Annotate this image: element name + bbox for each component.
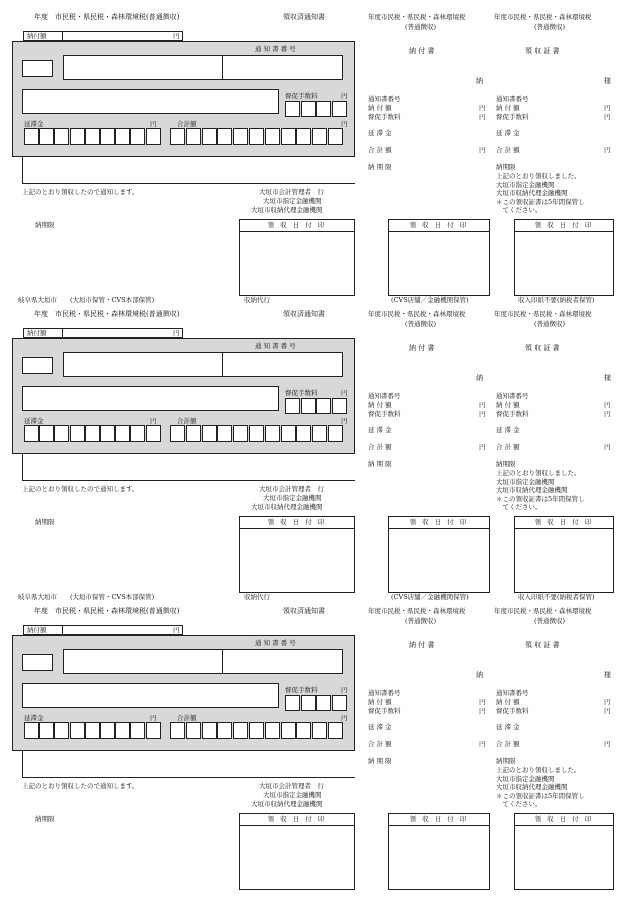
tokusoku-yen: 円 xyxy=(341,686,348,694)
stamp-box xyxy=(239,813,355,890)
digit-cell[interactable] xyxy=(296,425,311,442)
receipt-note: 上記のとおり領収したので通知します。 xyxy=(22,188,139,196)
col3-note: 大垣市収納代理金融機関 xyxy=(496,486,568,494)
total-label: 合計額 xyxy=(177,417,197,425)
digit-cell[interactable] xyxy=(85,128,100,145)
taxpayer-info-field[interactable] xyxy=(22,386,279,411)
stamp-label: 領 収 日 付 印 xyxy=(389,517,489,529)
collection-agent-label: 収納代行 xyxy=(244,296,270,304)
digit-cell[interactable] xyxy=(24,722,39,739)
stamp-label: 領 収 日 付 印 xyxy=(515,220,613,232)
col3-heading: 領 収 証 書 xyxy=(525,47,560,55)
digit-cell[interactable] xyxy=(217,722,232,739)
stamp-label: 領 収 日 付 印 xyxy=(389,220,489,232)
col3-row-label: 延 滞 金 xyxy=(496,723,520,731)
col3-row-label: 納 付 額 xyxy=(496,104,520,112)
col2-heading: 納 付 書 xyxy=(409,641,435,649)
tokusoku-yen: 円 xyxy=(341,389,348,397)
digit-cell[interactable] xyxy=(332,398,347,414)
notice-number-field[interactable] xyxy=(63,352,343,377)
col2-row-label: 合 計 額 xyxy=(368,443,392,451)
col2-subtitle: (普通徴収) xyxy=(405,617,437,625)
entaikin-label: 延滞金 xyxy=(24,714,44,722)
digit-cell[interactable] xyxy=(281,722,296,739)
col2-nou: 納 xyxy=(476,671,483,679)
col3-sama: 様 xyxy=(604,671,611,679)
receipt-note: 上記のとおり領収したので通知します。 xyxy=(22,485,139,493)
digit-cell[interactable] xyxy=(265,722,280,739)
admin-line: 大垣市会計管理者 行 xyxy=(259,782,324,790)
divider xyxy=(222,649,223,674)
admin-line: 大垣市指定金融機関 xyxy=(263,197,322,205)
divider xyxy=(22,480,355,481)
col2-row-label: 督促手数料 xyxy=(368,113,401,121)
entaikin-yen: 円 xyxy=(150,714,157,722)
digit-cell[interactable] xyxy=(296,128,311,145)
digit-cell[interactable] xyxy=(100,722,115,739)
amount-header-box xyxy=(23,31,183,41)
taxpayer-info-field[interactable] xyxy=(22,89,279,114)
total-yen: 円 xyxy=(341,120,348,128)
col3-title: 年度市民税・県民税・森林環境税 xyxy=(494,13,592,21)
divider xyxy=(62,625,63,635)
digit-cell[interactable] xyxy=(24,128,39,145)
admin-line: 大垣市収納代理金融機関 xyxy=(251,206,323,214)
tokusoku-label: 督促手数料 xyxy=(285,92,318,100)
col3-yen: 円 xyxy=(604,410,611,418)
notice-number-field[interactable] xyxy=(63,649,343,674)
digit-cell[interactable] xyxy=(146,425,161,442)
col3-row-label: 通知書番号 xyxy=(496,392,529,400)
col2-row-label: 通知書番号 xyxy=(368,95,401,103)
col3-heading: 領 収 証 書 xyxy=(525,344,560,352)
digit-cell[interactable] xyxy=(146,722,161,739)
digit-cell[interactable] xyxy=(146,128,161,145)
amount-header-box xyxy=(23,328,183,338)
digit-cell[interactable] xyxy=(281,425,296,442)
col3-footer: 収入印紙不要(納税者保管) xyxy=(518,296,595,304)
col3-note: 上記のとおり領収しました。 xyxy=(496,172,581,180)
col2-title: 年度市民税・県民税・森林環境税 xyxy=(368,607,466,615)
slip-title: 年度 市民税・県民税・森林環境税(普通徴収) xyxy=(34,13,180,21)
amount-yen: 円 xyxy=(173,329,180,337)
col2-stamp-box xyxy=(388,219,490,296)
digit-cell[interactable] xyxy=(285,398,300,414)
col2-nou: 納 xyxy=(476,374,483,382)
deadline-label: 納期限 xyxy=(35,518,55,526)
col3-subtitle: (普通徴収) xyxy=(534,617,566,625)
col3-row-label: 合 計 額 xyxy=(496,740,520,748)
col3-row-label: 合 計 額 xyxy=(496,443,520,451)
digit-cell[interactable] xyxy=(186,425,201,442)
divider xyxy=(22,751,23,777)
col3-row-label: 納期限 xyxy=(496,460,516,468)
digit-cell[interactable] xyxy=(170,128,185,145)
digit-cell[interactable] xyxy=(217,425,232,442)
col3-note: てください。 xyxy=(496,800,542,808)
digit-cell[interactable] xyxy=(316,695,331,711)
col2-footer: (CVS店舗／金融機関保管) xyxy=(391,296,469,304)
deadline-label: 納期限 xyxy=(35,815,55,823)
digit-cell[interactable] xyxy=(85,722,100,739)
digit-cell[interactable] xyxy=(233,128,248,145)
digit-cell[interactable] xyxy=(312,722,327,739)
digit-cell[interactable] xyxy=(202,722,217,739)
digit-cell[interactable] xyxy=(85,425,100,442)
col2-row-label: 合 計 額 xyxy=(368,146,392,154)
digit-cell[interactable] xyxy=(296,722,311,739)
col2-row-label: 納 付 額 xyxy=(368,104,392,112)
entaikin-yen: 円 xyxy=(150,417,157,425)
divider xyxy=(222,352,223,377)
slip-title: 年度 市民税・県民税・森林環境税(普通徴収) xyxy=(34,310,180,318)
col3-note: てください。 xyxy=(496,206,542,214)
col3-row-label: 延 滞 金 xyxy=(496,129,520,137)
digit-cell[interactable] xyxy=(285,695,300,711)
digit-cell[interactable] xyxy=(301,398,316,414)
col3-yen: 円 xyxy=(604,740,611,748)
digit-cell[interactable] xyxy=(217,128,232,145)
slip-doc-type: 領収済通知書 xyxy=(283,310,325,318)
digit-cell[interactable] xyxy=(70,425,85,442)
digit-cell[interactable] xyxy=(54,722,69,739)
digit-cell[interactable] xyxy=(39,425,54,442)
col3-note: 大垣市収納代理金融機関 xyxy=(496,189,568,197)
col2-yen: 円 xyxy=(479,698,486,706)
digit-cell[interactable] xyxy=(233,722,248,739)
entaikin-label: 延滞金 xyxy=(24,120,44,128)
col2-row-label: 督促手数料 xyxy=(368,707,401,715)
entaikin-label: 延滞金 xyxy=(24,417,44,425)
stamp-label: 領 収 日 付 印 xyxy=(389,814,489,826)
collection-agent-label: 収納代行 xyxy=(244,593,270,601)
col3-row-label: 納期限 xyxy=(496,163,516,171)
col3-row-label: 督促手数料 xyxy=(496,113,529,121)
notice-number-field[interactable] xyxy=(63,55,343,80)
col2-row-label: 合 計 額 xyxy=(368,740,392,748)
digit-cell[interactable] xyxy=(130,425,145,442)
digit-cell[interactable] xyxy=(54,128,69,145)
col2-row-label: 延 滞 金 xyxy=(368,426,392,434)
col2-title: 年度市民税・県民税・森林環境税 xyxy=(368,13,466,21)
digit-cell[interactable] xyxy=(249,722,264,739)
slip-doc-type: 領収済通知書 xyxy=(283,607,325,615)
digit-cell[interactable] xyxy=(54,425,69,442)
col3-sama: 様 xyxy=(604,374,611,382)
col3-footer: 収入印紙不要(納税者保管) xyxy=(518,593,595,601)
digit-cell[interactable] xyxy=(312,425,327,442)
notice-number-label: 通 知 書 番 号 xyxy=(255,45,296,53)
storage-note: 岐阜県大垣市 (大垣市保管・CVS本部保管) xyxy=(18,593,155,601)
divider xyxy=(22,183,355,184)
digit-cell[interactable] xyxy=(316,101,331,117)
digit-cell[interactable] xyxy=(170,722,185,739)
digit-cell[interactable] xyxy=(24,425,39,442)
col2-yen: 円 xyxy=(479,740,486,748)
digit-cell[interactable] xyxy=(332,101,347,117)
stamp-label: 領 収 日 付 印 xyxy=(240,814,354,826)
digit-cell[interactable] xyxy=(130,128,145,145)
col2-yen: 円 xyxy=(479,401,486,409)
digit-cell[interactable] xyxy=(316,398,331,414)
digit-cell[interactable] xyxy=(332,695,347,711)
admin-line: 大垣市収納代理金融機関 xyxy=(251,800,323,808)
digit-cell[interactable] xyxy=(301,695,316,711)
col2-heading: 納 付 書 xyxy=(409,47,435,55)
storage-note: 岐阜県大垣市 (大垣市保管・CVS本部保管) xyxy=(18,296,155,304)
col3-row-label: 合 計 額 xyxy=(496,146,520,154)
small-code-field[interactable] xyxy=(22,654,53,671)
digit-cell[interactable] xyxy=(202,128,217,145)
col3-row-label: 通知書番号 xyxy=(496,95,529,103)
col2-yen: 円 xyxy=(479,146,486,154)
stamp-label: 領 収 日 付 印 xyxy=(515,814,613,826)
col3-title: 年度市民税・県民税・森林環境税 xyxy=(494,607,592,615)
stamp-label: 領 収 日 付 印 xyxy=(240,517,354,529)
taxpayer-info-field[interactable] xyxy=(22,683,279,708)
col2-nou: 納 xyxy=(476,77,483,85)
small-code-field[interactable] xyxy=(22,357,53,374)
tokusoku-yen: 円 xyxy=(341,92,348,100)
divider xyxy=(22,157,23,183)
col3-row-label: 督促手数料 xyxy=(496,707,529,715)
stamp-box xyxy=(239,219,355,296)
amount-yen: 円 xyxy=(173,32,180,40)
col2-row-label: 通知書番号 xyxy=(368,392,401,400)
col3-row-label: 納 付 額 xyxy=(496,698,520,706)
digit-cell[interactable] xyxy=(301,101,316,117)
digit-cell[interactable] xyxy=(328,425,343,442)
col3-row-label: 延 滞 金 xyxy=(496,426,520,434)
col3-note: 大垣市指定金融機関 xyxy=(496,180,555,189)
digit-cell[interactable] xyxy=(39,128,54,145)
digit-cell[interactable] xyxy=(233,425,248,442)
total-label: 合計額 xyxy=(177,120,197,128)
divider xyxy=(62,328,63,338)
digit-cell[interactable] xyxy=(100,128,115,145)
digit-cell[interactable] xyxy=(130,722,145,739)
admin-line: 大垣市指定金融機関 xyxy=(263,494,322,502)
col3-yen: 円 xyxy=(604,104,611,112)
admin-line: 大垣市収納代理金融機関 xyxy=(251,503,323,511)
admin-line: 大垣市指定金融機関 xyxy=(263,791,322,799)
amount-label: 納付額 xyxy=(27,626,47,634)
col3-subtitle: (普通徴収) xyxy=(534,23,566,31)
col2-subtitle: (普通徴収) xyxy=(405,23,437,31)
col3-yen: 円 xyxy=(604,698,611,706)
digit-cell[interactable] xyxy=(265,425,280,442)
col3-row-label: 督促手数料 xyxy=(496,410,529,418)
col2-row-label: 延 滞 金 xyxy=(368,129,392,137)
col3-stamp-box xyxy=(514,516,614,593)
tokusoku-label: 督促手数料 xyxy=(285,389,318,397)
col2-yen: 円 xyxy=(479,707,486,715)
entaikin-yen: 円 xyxy=(150,120,157,128)
col2-row-label: 延 滞 金 xyxy=(368,723,392,731)
digit-cell[interactable] xyxy=(70,722,85,739)
col2-yen: 円 xyxy=(479,410,486,418)
col2-yen: 円 xyxy=(479,443,486,451)
col3-note: ＊この領収証書は5年間保管し xyxy=(496,494,585,503)
receipt-note: 上記のとおり領収したので通知します。 xyxy=(22,782,139,790)
col3-yen: 円 xyxy=(604,113,611,121)
slip-title: 年度 市民税・県民税・森林環境税(普通徴収) xyxy=(34,607,180,615)
digit-cell[interactable] xyxy=(170,425,185,442)
total-label: 合計額 xyxy=(177,714,197,722)
digit-cell[interactable] xyxy=(115,722,130,739)
col3-subtitle: (普通徴収) xyxy=(534,320,566,328)
col2-yen: 円 xyxy=(479,104,486,112)
digit-cell[interactable] xyxy=(285,101,300,117)
col3-row-label: 通知書番号 xyxy=(496,689,529,697)
col2-heading: 納 付 書 xyxy=(409,344,435,352)
col2-row-label: 納 期 限 xyxy=(368,460,392,468)
divider xyxy=(222,55,223,80)
col3-title: 年度市民税・県民税・森林環境税 xyxy=(494,310,592,318)
digit-cell[interactable] xyxy=(265,128,280,145)
digit-cell[interactable] xyxy=(312,128,327,145)
col2-stamp-box xyxy=(388,516,490,593)
col3-note: 大垣市指定金融機関 xyxy=(496,477,555,486)
divider xyxy=(22,454,23,480)
col3-stamp-box xyxy=(514,219,614,296)
col2-row-label: 納 期 限 xyxy=(368,163,392,171)
digit-cell[interactable] xyxy=(100,425,115,442)
deadline-label: 納期限 xyxy=(35,221,55,229)
col2-row-label: 納 付 額 xyxy=(368,401,392,409)
col2-row-label: 納 付 額 xyxy=(368,698,392,706)
digit-cell[interactable] xyxy=(328,128,343,145)
stamp-box xyxy=(239,516,355,593)
col3-sama: 様 xyxy=(604,77,611,85)
col3-note: 上記のとおり領収しました。 xyxy=(496,766,581,774)
digit-cell[interactable] xyxy=(328,722,343,739)
tokusoku-label: 督促手数料 xyxy=(285,686,318,694)
digit-cell[interactable] xyxy=(70,128,85,145)
col3-note: 上記のとおり領収しました。 xyxy=(496,469,581,477)
col2-stamp-box xyxy=(388,813,490,890)
divider xyxy=(62,31,63,41)
digit-cell[interactable] xyxy=(115,128,130,145)
stamp-label: 領 収 日 付 印 xyxy=(515,517,613,529)
col2-row-label: 督促手数料 xyxy=(368,410,401,418)
col3-note: てください。 xyxy=(496,503,542,511)
col2-row-label: 通知書番号 xyxy=(368,689,401,697)
col3-note: 大垣市指定金融機関 xyxy=(496,774,555,783)
digit-cell[interactable] xyxy=(39,722,54,739)
notice-number-label: 通 知 書 番 号 xyxy=(255,639,296,647)
digit-cell[interactable] xyxy=(186,722,201,739)
digit-cell[interactable] xyxy=(115,425,130,442)
small-code-field[interactable] xyxy=(22,60,53,77)
amount-label: 納付額 xyxy=(27,329,47,337)
total-yen: 円 xyxy=(341,714,348,722)
amount-header-box xyxy=(23,625,183,635)
slip-doc-type: 領収済通知書 xyxy=(283,13,325,21)
admin-line: 大垣市会計管理者 行 xyxy=(259,188,324,196)
col3-heading: 領 収 証 書 xyxy=(525,641,560,649)
digit-cell[interactable] xyxy=(202,425,217,442)
col2-row-label: 納 期 限 xyxy=(368,757,392,765)
notice-number-label: 通 知 書 番 号 xyxy=(255,342,296,350)
admin-line: 大垣市会計管理者 行 xyxy=(259,485,324,493)
divider xyxy=(22,777,355,778)
digit-cell[interactable] xyxy=(281,128,296,145)
digit-cell[interactable] xyxy=(249,425,264,442)
col3-row-label: 納 付 額 xyxy=(496,401,520,409)
amount-yen: 円 xyxy=(173,626,180,634)
col3-row-label: 納期限 xyxy=(496,757,516,765)
col3-yen: 円 xyxy=(604,443,611,451)
col2-footer: (CVS店舗／金融機関保管) xyxy=(391,593,469,601)
col3-yen: 円 xyxy=(604,401,611,409)
col3-note: ＊この領収証書は5年間保管し xyxy=(496,791,585,800)
col3-stamp-box xyxy=(514,813,614,890)
col3-note: 大垣市収納代理金融機関 xyxy=(496,783,568,791)
col2-title: 年度市民税・県民税・森林環境税 xyxy=(368,310,466,318)
col3-note: ＊この領収証書は5年間保管し xyxy=(496,197,585,206)
amount-label: 納付額 xyxy=(27,32,47,40)
digit-cell[interactable] xyxy=(186,128,201,145)
col2-subtitle: (普通徴収) xyxy=(405,320,437,328)
col3-yen: 円 xyxy=(604,146,611,154)
stamp-label: 領 収 日 付 印 xyxy=(240,220,354,232)
col2-yen: 円 xyxy=(479,113,486,121)
col3-yen: 円 xyxy=(604,707,611,715)
digit-cell[interactable] xyxy=(249,128,264,145)
total-yen: 円 xyxy=(341,417,348,425)
